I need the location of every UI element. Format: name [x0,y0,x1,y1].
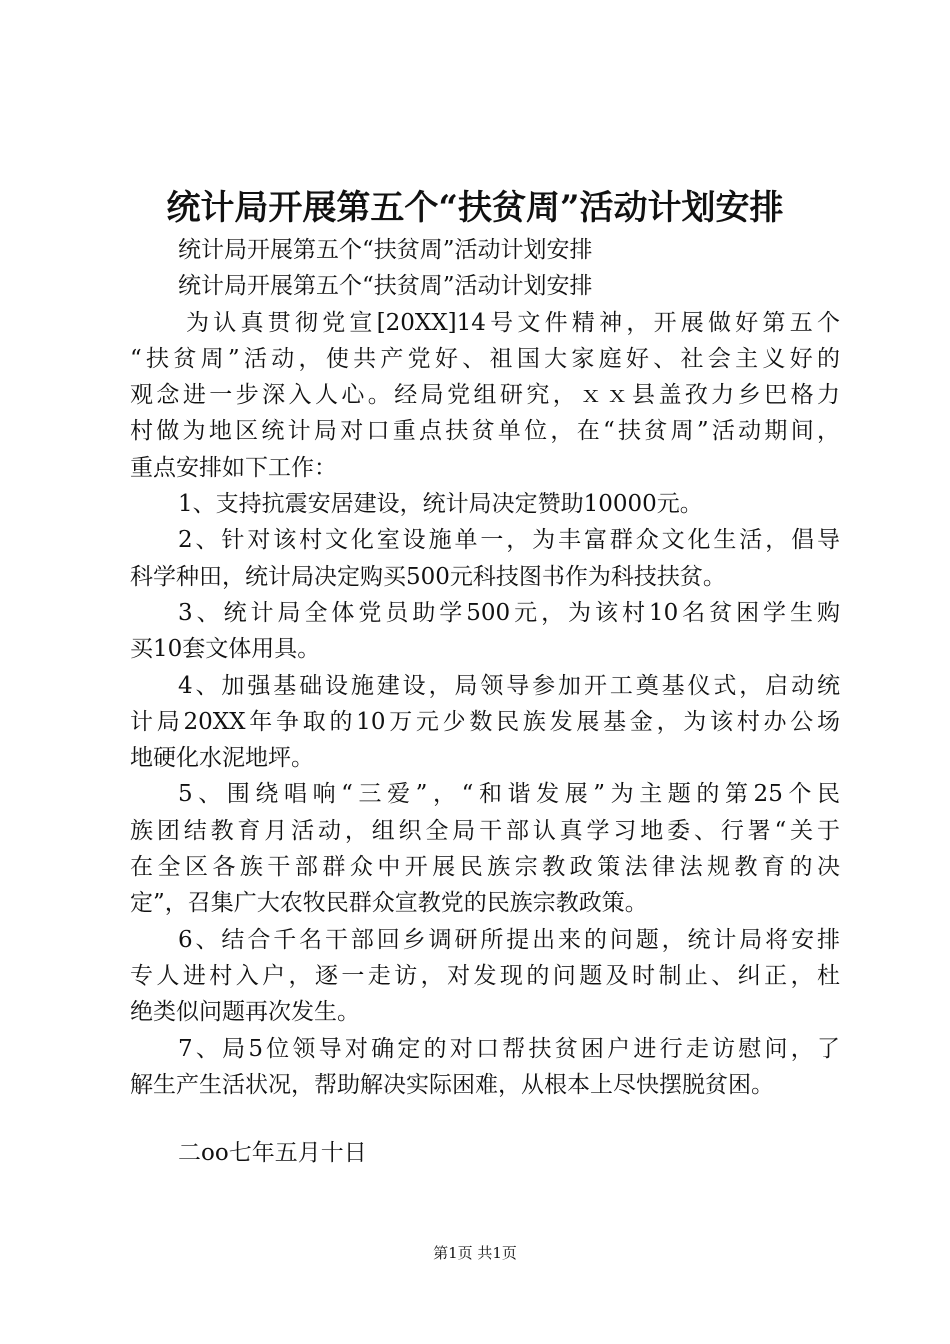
item-line: 计局20XX年争取的10万元少数民族发展基金，为该村办公场 [130,708,840,735]
subtitle-line: 统计局开展第五个“扶贫周”活动计划安排 [178,237,593,263]
intro-line: 村做为地区统计局对口重点扶贫单位，在“扶贫周”活动期间， [130,418,840,445]
item-line: 5、围绕唱响“三爱”，“和谐发展”为主题的第25个民 [178,781,840,808]
item-line: 解生产生活状况，帮助解决实际困难，从根本上尽快摆脱贫困。 [130,1071,774,1098]
intro-line: “扶贫周”活动，使共产党好、祖国大家庭好、社会主义好的 [130,345,840,372]
item-line: 定”，召集广大农牧民群众宣教党的民族宗教政策。 [130,890,648,917]
item-line: 7、局5位领导对确定的对口帮扶贫困户进行走访慰问，了 [178,1035,840,1062]
intro-line: 观念进一步深入人心。经局党组研究，ｘｘ县盖孜力乡巴格力 [130,382,840,409]
item-line: 专人进村入户，逐一走访，对发现的问题及时制止、纠正，杜 [130,962,840,989]
document-title: 统计局开展第五个“扶贫周”活动计划安排 [166,188,784,228]
item-line: 3、统计局全体党员助学500元，为该村10名贫困学生购 [178,599,840,626]
paragraph-gap [130,1103,840,1135]
item-line: 2、针对该村文化室设施单一，为丰富群众文化生活，倡导 [178,527,840,554]
intro-line: 为认真贯彻党宣[20XX]14号文件精神，开展做好第五个 [186,309,840,336]
item-line: 4、加强基础设施建设，局领导参加开工奠基仪式，启动统 [178,672,840,699]
item-line: 族团结教育月活动，组织全局干部认真学习地委、行署“关于 [130,817,840,844]
item-line: 科学种田，统计局决定购买500元科技图书作为科技扶贫。 [130,563,726,590]
page-number: 第1页 共1页 [433,1244,517,1262]
item-line: 6、结合千名干部回乡调研所提出来的问题，统计局将安排 [178,926,840,953]
document-body [130,232,840,1171]
item-line: 1、支持抗震安居建设，统计局决定赞助10000元。 [178,491,703,518]
item-line: 在全区各族干部群众中开展民族宗教政策法律法规教育的决 [130,854,840,881]
item-line: 绝类似问题再次发生。 [130,999,360,1026]
subtitle-line: 统计局开展第五个“扶贫周”活动计划安排 [178,273,593,300]
item-line: 地硬化水泥地坪。 [130,745,314,772]
document-date: 二oo七年五月十日 [178,1140,367,1167]
item-line: 买10套文体用具。 [130,636,321,663]
intro-line: 重点安排如下工作： [130,454,337,481]
